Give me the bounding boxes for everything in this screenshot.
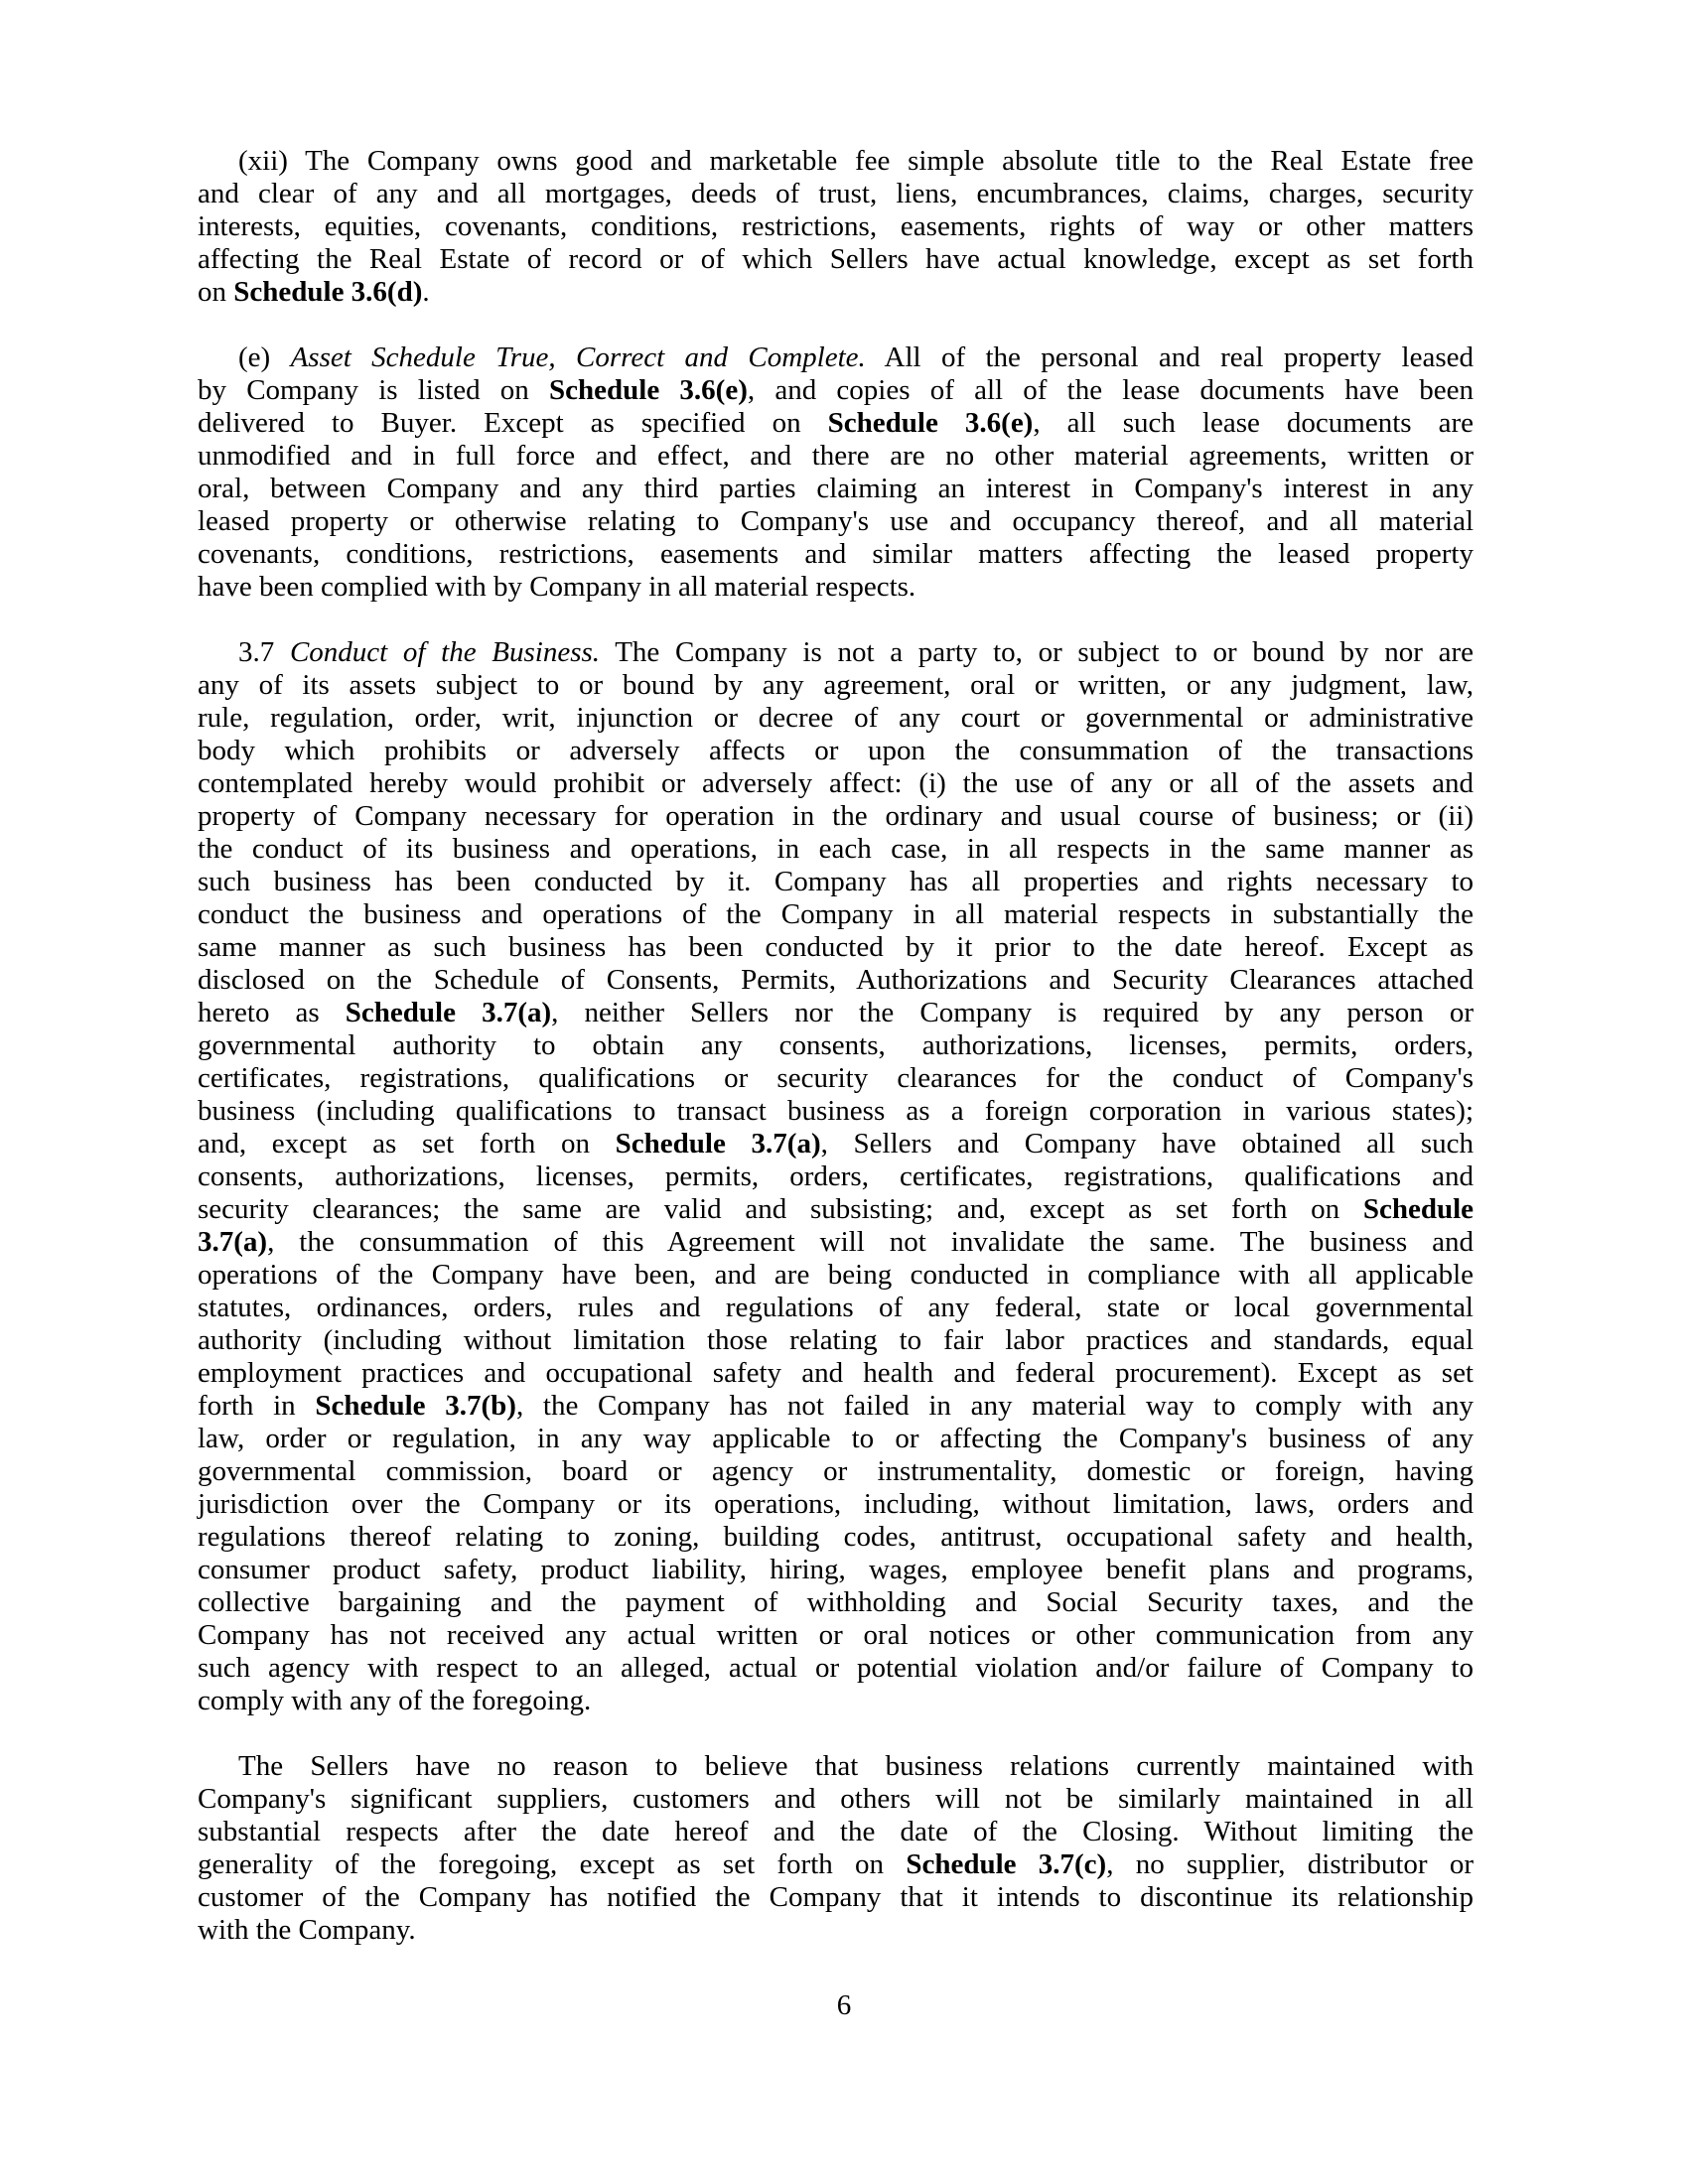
text-line <box>198 1914 1474 1947</box>
text-run: employment practices and occupational safety and health and federal procurement). Except as set <box>198 1357 1474 1389</box>
text-line <box>198 1652 1474 1685</box>
text-line <box>198 1128 1474 1160</box>
section-heading: Asset Schedule True, Correct and Complete. <box>290 341 866 373</box>
text-line <box>198 1226 1474 1259</box>
text-run: , all such lease documents are <box>1033 407 1475 439</box>
text-line <box>198 407 1474 440</box>
text-run: contemplated hereby would prohibit or adversely affect: (i) the use of any or all of the assets and <box>198 767 1474 799</box>
text-run: governmental commission, board or agency or instrumentality, domestic or foreign, having <box>198 1455 1474 1487</box>
text-run: (xii) The Company owns good and marketable fee simple absolute title to the Real Estate free <box>238 145 1474 177</box>
text-run: security clearances; the same are valid and subsisting; and, except as set forth on <box>198 1193 1363 1225</box>
text-run: statutes, ordinances, orders, rules and regulations of any federal, state or local governmental <box>198 1292 1474 1323</box>
text-run: regulations thereof relating to zoning, building codes, antitrust, occupational safety and health, <box>198 1521 1474 1553</box>
text-line <box>198 636 1474 669</box>
text-line <box>198 440 1474 473</box>
text-line <box>198 210 1474 243</box>
text-run: conduct the business and operations of the Company in all material respects in substantially the <box>198 898 1474 930</box>
text-line <box>198 767 1474 800</box>
text-run: operations of the Company have been, and are being conducted in compliance with all applicable <box>198 1259 1474 1291</box>
paragraph <box>198 636 1474 1717</box>
text-run: (e) <box>238 341 291 373</box>
text-line <box>198 505 1474 538</box>
text-run: All of the personal and real property leased <box>865 341 1474 373</box>
text-line <box>198 538 1474 571</box>
text-line <box>198 145 1474 178</box>
text-line <box>198 997 1474 1029</box>
text-line <box>198 1816 1474 1848</box>
page-number: 6 <box>836 1989 852 2021</box>
text-line <box>198 1062 1474 1095</box>
text-run: , the Company has not failed in any material way to comply with any <box>515 1390 1474 1422</box>
text-line <box>198 1390 1474 1423</box>
text-line <box>198 702 1474 735</box>
text-line <box>198 1357 1474 1390</box>
text-line <box>198 571 1474 604</box>
section-heading: Conduct of the Business. <box>289 636 601 668</box>
text-run: on <box>198 276 234 308</box>
text-run: generality of the foregoing, except as set forth on <box>198 1848 907 1880</box>
text-line <box>198 866 1474 898</box>
text-run: , no supplier, distributor or <box>1106 1848 1475 1880</box>
text-run: customer of the Company has notified the Company that it intends to discontinue its relationship <box>198 1881 1474 1913</box>
text-run: forth in <box>198 1390 316 1422</box>
text-run: and clear of any and all mortgages, deeds of trust, liens, encumbrances, claims, charges, security <box>198 178 1474 209</box>
text-run: consents, authorizations, licenses, permits, orders, certificates, registrations, qualifications and <box>198 1160 1474 1192</box>
text-line <box>198 1750 1474 1783</box>
text-line <box>198 1324 1474 1357</box>
text-line <box>198 1029 1474 1062</box>
text-run: The Sellers have no reason to believe that business relations currently maintained with <box>238 1750 1474 1782</box>
schedule-reference: Schedule 3.6(d) <box>233 276 423 308</box>
text-line <box>198 1554 1474 1586</box>
text-run: the conduct of its business and operations, in each case, in all respects in the same manner as <box>198 833 1474 865</box>
text-run: , Sellers and Company have obtained all such <box>820 1128 1474 1160</box>
text-run: oral, between Company and any third parties claiming an interest in Company's interest in any <box>198 473 1474 504</box>
schedule-reference: Schedule 3.7(a) <box>345 997 552 1028</box>
text-run: body which prohibits or adversely affects or upon the consummation of the transactions <box>198 735 1474 766</box>
text-run: substantial respects after the date hereof and the date of the Closing. Without limiting the <box>198 1816 1474 1847</box>
text-line <box>198 1586 1474 1619</box>
text-line <box>198 669 1474 702</box>
text-run: leased property or otherwise relating to Company's use and occupancy thereof, and all material <box>198 505 1474 537</box>
text-run: rule, regulation, order, writ, injunction or decree of any court or governmental or administrative <box>198 702 1474 734</box>
text-run: authority (including without limitation those relating to fair labor practices and standards, equal <box>198 1324 1474 1356</box>
text-line <box>198 898 1474 931</box>
text-run: The Company is not a party to, or subject to or bound by nor are <box>600 636 1475 668</box>
text-run: 3.7 <box>238 636 290 668</box>
text-run: collective bargaining and the payment of withholding and Social Security taxes, and the <box>198 1586 1474 1618</box>
text-run: delivered to Buyer. Except as specified on <box>198 407 828 439</box>
schedule-reference: Schedule 3.7(c) <box>906 1848 1107 1880</box>
schedule-reference: Schedule <box>1362 1193 1474 1225</box>
text-run: disclosed on the Schedule of Consents, Permits, Authorizations and Security Clearances attached <box>198 964 1474 996</box>
schedule-reference: Schedule 3.7(a) <box>615 1128 821 1160</box>
schedule-reference: Schedule 3.6(e) <box>827 407 1034 439</box>
text-line <box>198 178 1474 210</box>
text-run: comply with any of the foregoing. <box>198 1685 592 1716</box>
text-run: and, except as set forth on <box>198 1128 616 1160</box>
paragraph <box>198 1750 1474 1947</box>
schedule-reference: 3.7(a) <box>198 1226 268 1258</box>
text-run: hereto as <box>198 997 346 1028</box>
text-line <box>198 1685 1474 1717</box>
text-run: law, order or regulation, in any way applicable to or affecting the Company's business of any <box>198 1423 1474 1454</box>
text-line <box>198 1259 1474 1292</box>
text-line <box>198 735 1474 767</box>
text-line <box>198 1619 1474 1652</box>
text-run: Company's significant suppliers, customers and others will not be similarly maintained in all <box>198 1783 1474 1815</box>
text-run: affecting the Real Estate of record or of which Sellers have actual knowledge, except as set forth <box>198 243 1474 275</box>
text-line <box>198 1488 1474 1521</box>
text-run: same manner as such business has been conducted by it prior to the date hereof. Except as <box>198 931 1474 963</box>
text-run: governmental authority to obtain any consents, authorizations, licenses, permits, orders, <box>198 1029 1474 1061</box>
text-run: such agency with respect to an alleged, actual or potential violation and/or failure of Company to <box>198 1652 1474 1684</box>
schedule-reference: Schedule 3.7(b) <box>315 1390 516 1422</box>
text-line <box>198 1848 1474 1881</box>
text-line <box>198 1455 1474 1488</box>
text-run: with the Company. <box>198 1914 416 1946</box>
text-run: such business has been conducted by it. Company has all properties and rights necessary to <box>198 866 1474 897</box>
text-line <box>198 473 1474 505</box>
text-run: property of Company necessary for operation in the ordinary and usual course of business; or (ii) <box>198 800 1474 832</box>
text-run: , neither Sellers nor the Company is required by any person or <box>551 997 1474 1028</box>
text-line <box>198 833 1474 866</box>
text-line <box>198 1292 1474 1324</box>
text-run: interests, equities, covenants, conditions, restrictions, easements, rights of way or other matters <box>198 210 1474 242</box>
text-run: business (including qualifications to transact business as a foreign corporation in various states); <box>198 1095 1474 1127</box>
text-line <box>198 800 1474 833</box>
text-run: have been complied with by Company in all material respects. <box>198 571 916 603</box>
paragraph <box>198 145 1474 309</box>
text-line <box>198 1881 1474 1914</box>
text-run: , the consummation of this Agreement will not invalidate the same. The business and <box>267 1226 1474 1258</box>
text-line <box>198 341 1474 374</box>
text-run: any of its assets subject to or bound by any agreement, oral or written, or any judgment, law, <box>198 669 1474 701</box>
text-run: certificates, registrations, qualifications or security clearances for the conduct of Company's <box>198 1062 1474 1094</box>
text-line <box>198 1783 1474 1816</box>
schedule-reference: Schedule 3.6(e) <box>549 374 748 406</box>
text-line <box>198 1193 1474 1226</box>
text-run: consumer product safety, product liability, hiring, wages, employee benefit plans and programs, <box>198 1554 1474 1585</box>
text-line <box>198 243 1474 276</box>
text-run: by Company is listed on <box>198 374 550 406</box>
text-run: covenants, conditions, restrictions, easements and similar matters affecting the leased property <box>198 538 1474 570</box>
text-line <box>198 374 1474 407</box>
text-run: unmodified and in full force and effect, and there are no other material agreements, written or <box>198 440 1474 472</box>
text-line <box>198 276 1474 309</box>
text-line <box>198 964 1474 997</box>
text-line <box>198 1423 1474 1455</box>
text-line <box>198 1521 1474 1554</box>
document-body <box>198 145 1474 1979</box>
text-line <box>198 1160 1474 1193</box>
text-line <box>198 1095 1474 1128</box>
paragraph <box>198 341 1474 604</box>
text-line <box>198 931 1474 964</box>
text-run: . <box>422 276 430 308</box>
text-run: jurisdiction over the Company or its operations, including, without limitation, laws, orders and <box>198 1488 1474 1520</box>
text-run: Company has not received any actual written or oral notices or other communication from any <box>198 1619 1474 1651</box>
text-run: , and copies of all of the lease documents have been <box>747 374 1475 406</box>
